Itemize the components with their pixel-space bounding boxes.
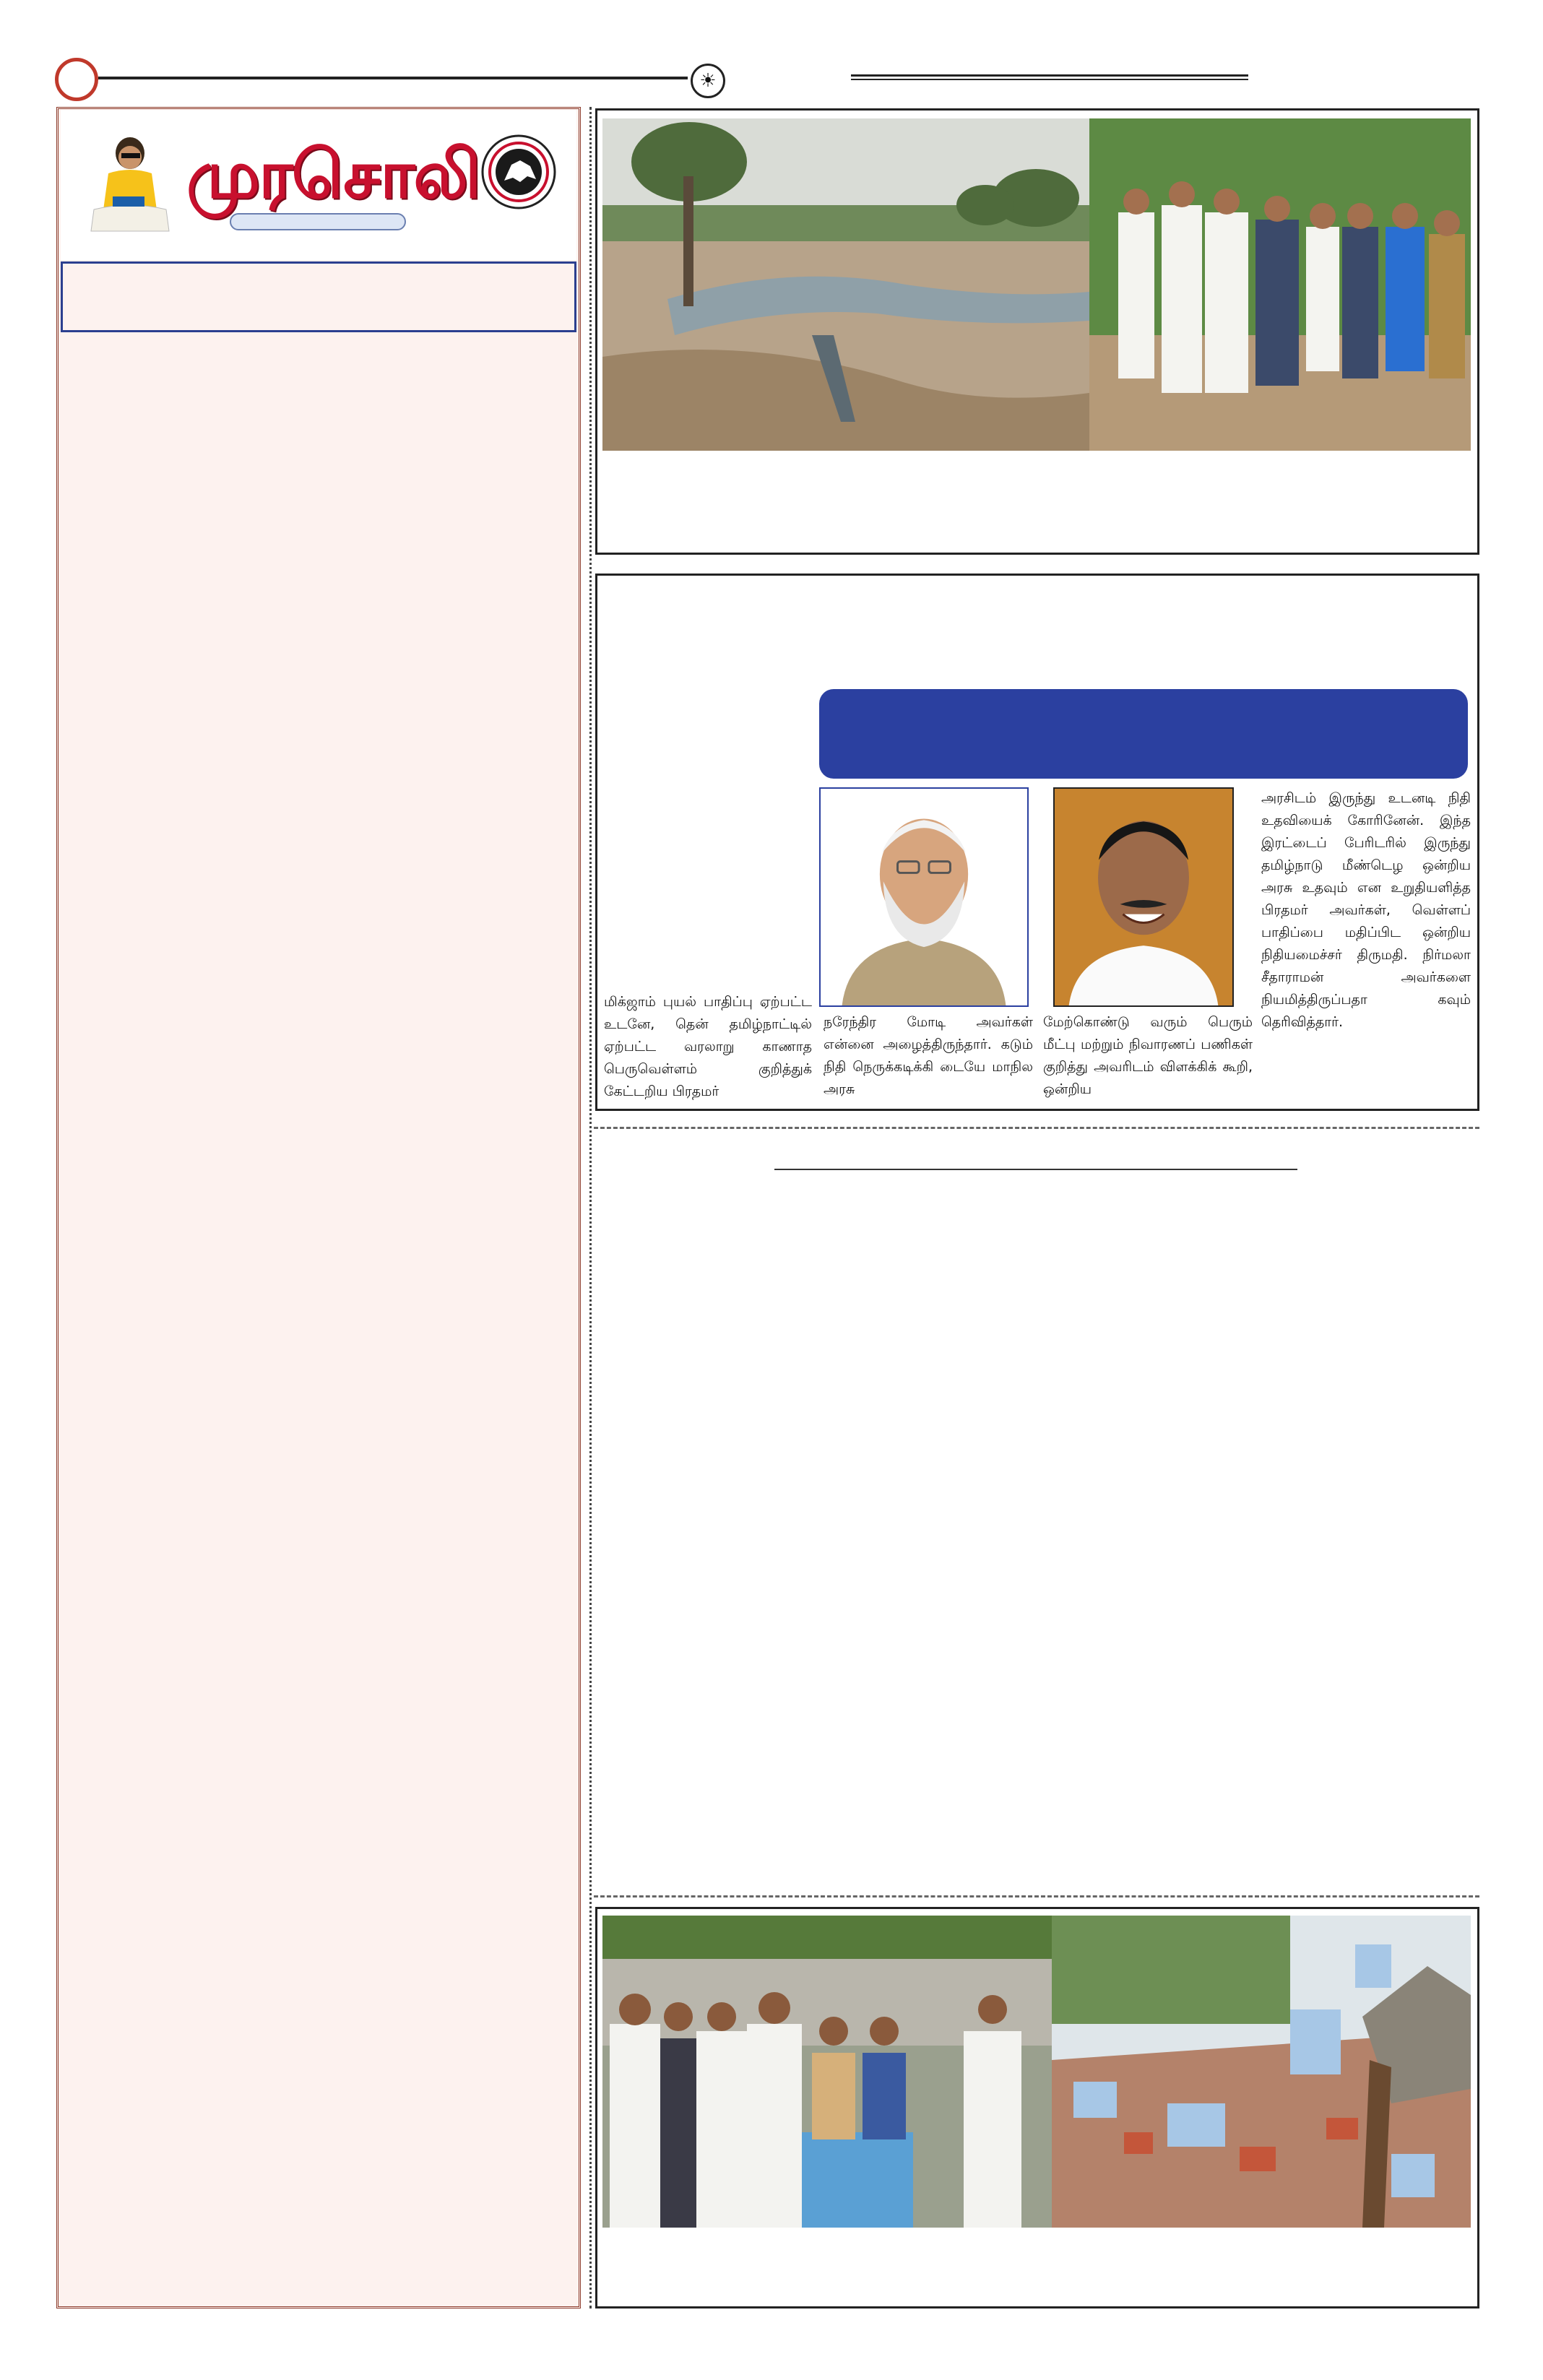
article-text-column: நரேந்திர மோடி அவர்கள் என்னை அழைத்திருந்தார். கடும் நிதி நெருக்கடிக்கி டையே மாநில அரசு [824,1014,1033,1097]
headline-banner [819,689,1468,779]
flooded-river-photo [602,118,1089,451]
section-separator [594,1127,1479,1129]
officials-inspection-photo [1089,118,1471,451]
circle-icon [55,58,98,101]
collapsed-house-photo [1052,1916,1471,2228]
article-text-column: மேற்கொண்டு வரும் பெரும் மீட்பு மற்றும் நிவாரணப் பணிகள் குறித்து அவரிடம் விளக்கிக் கூறி, ஒன்றிய [1043,1014,1253,1097]
article-text-column: மிக்ஜாம் புயல் பாதிப்பு ஏற்பட்ட உடனே, தென் தமிழ்நாட்டில் ஏற்பட்ட வரலாறு காணாத பெருவெள்ளம் குறித்துக் கேட்டறிய பிரதமர் [604,994,812,1099]
section-rule [774,1169,1297,1170]
minister-visit-photo [602,1916,1052,2228]
article-text-column: அரசிடம் இருந்து உடனடி நிதி உதவியைக் கோரினேன். இந்த இரட்டைப் பேரிடரில் இருந்து தமிழ்நாடு மீண்டெழ ஒன்றிய அரசு உதவும் என உறுதியளித்த பிரதமர் அவர்கள், வெள்ளப் பாதிப்பை மதிப்பிட ஒன்றிய நிதியமைச்சர் திருமதி. நிர்மலா சீதாராமன் அவர்களை நியமித்திருப்பதா கவும் தெரிவித்தார். [1261,790,1471,1030]
pm-modi-portrait [819,787,1029,1007]
masthead-logo: முரசொலி [186,135,480,213]
rising-sun-emblem-icon: ☀ [691,64,725,98]
header-rule-right [851,74,1248,80]
kalaignar-portrait-icon [79,130,173,238]
left-column-panel [56,107,581,2308]
header-rule-left [98,77,688,79]
info-box [61,261,576,332]
date-pill [230,213,406,230]
section-separator [594,1895,1479,1897]
cm-stalin-portrait [1053,787,1234,1007]
party-seal-icon [480,129,558,215]
column-divider [589,107,592,2308]
